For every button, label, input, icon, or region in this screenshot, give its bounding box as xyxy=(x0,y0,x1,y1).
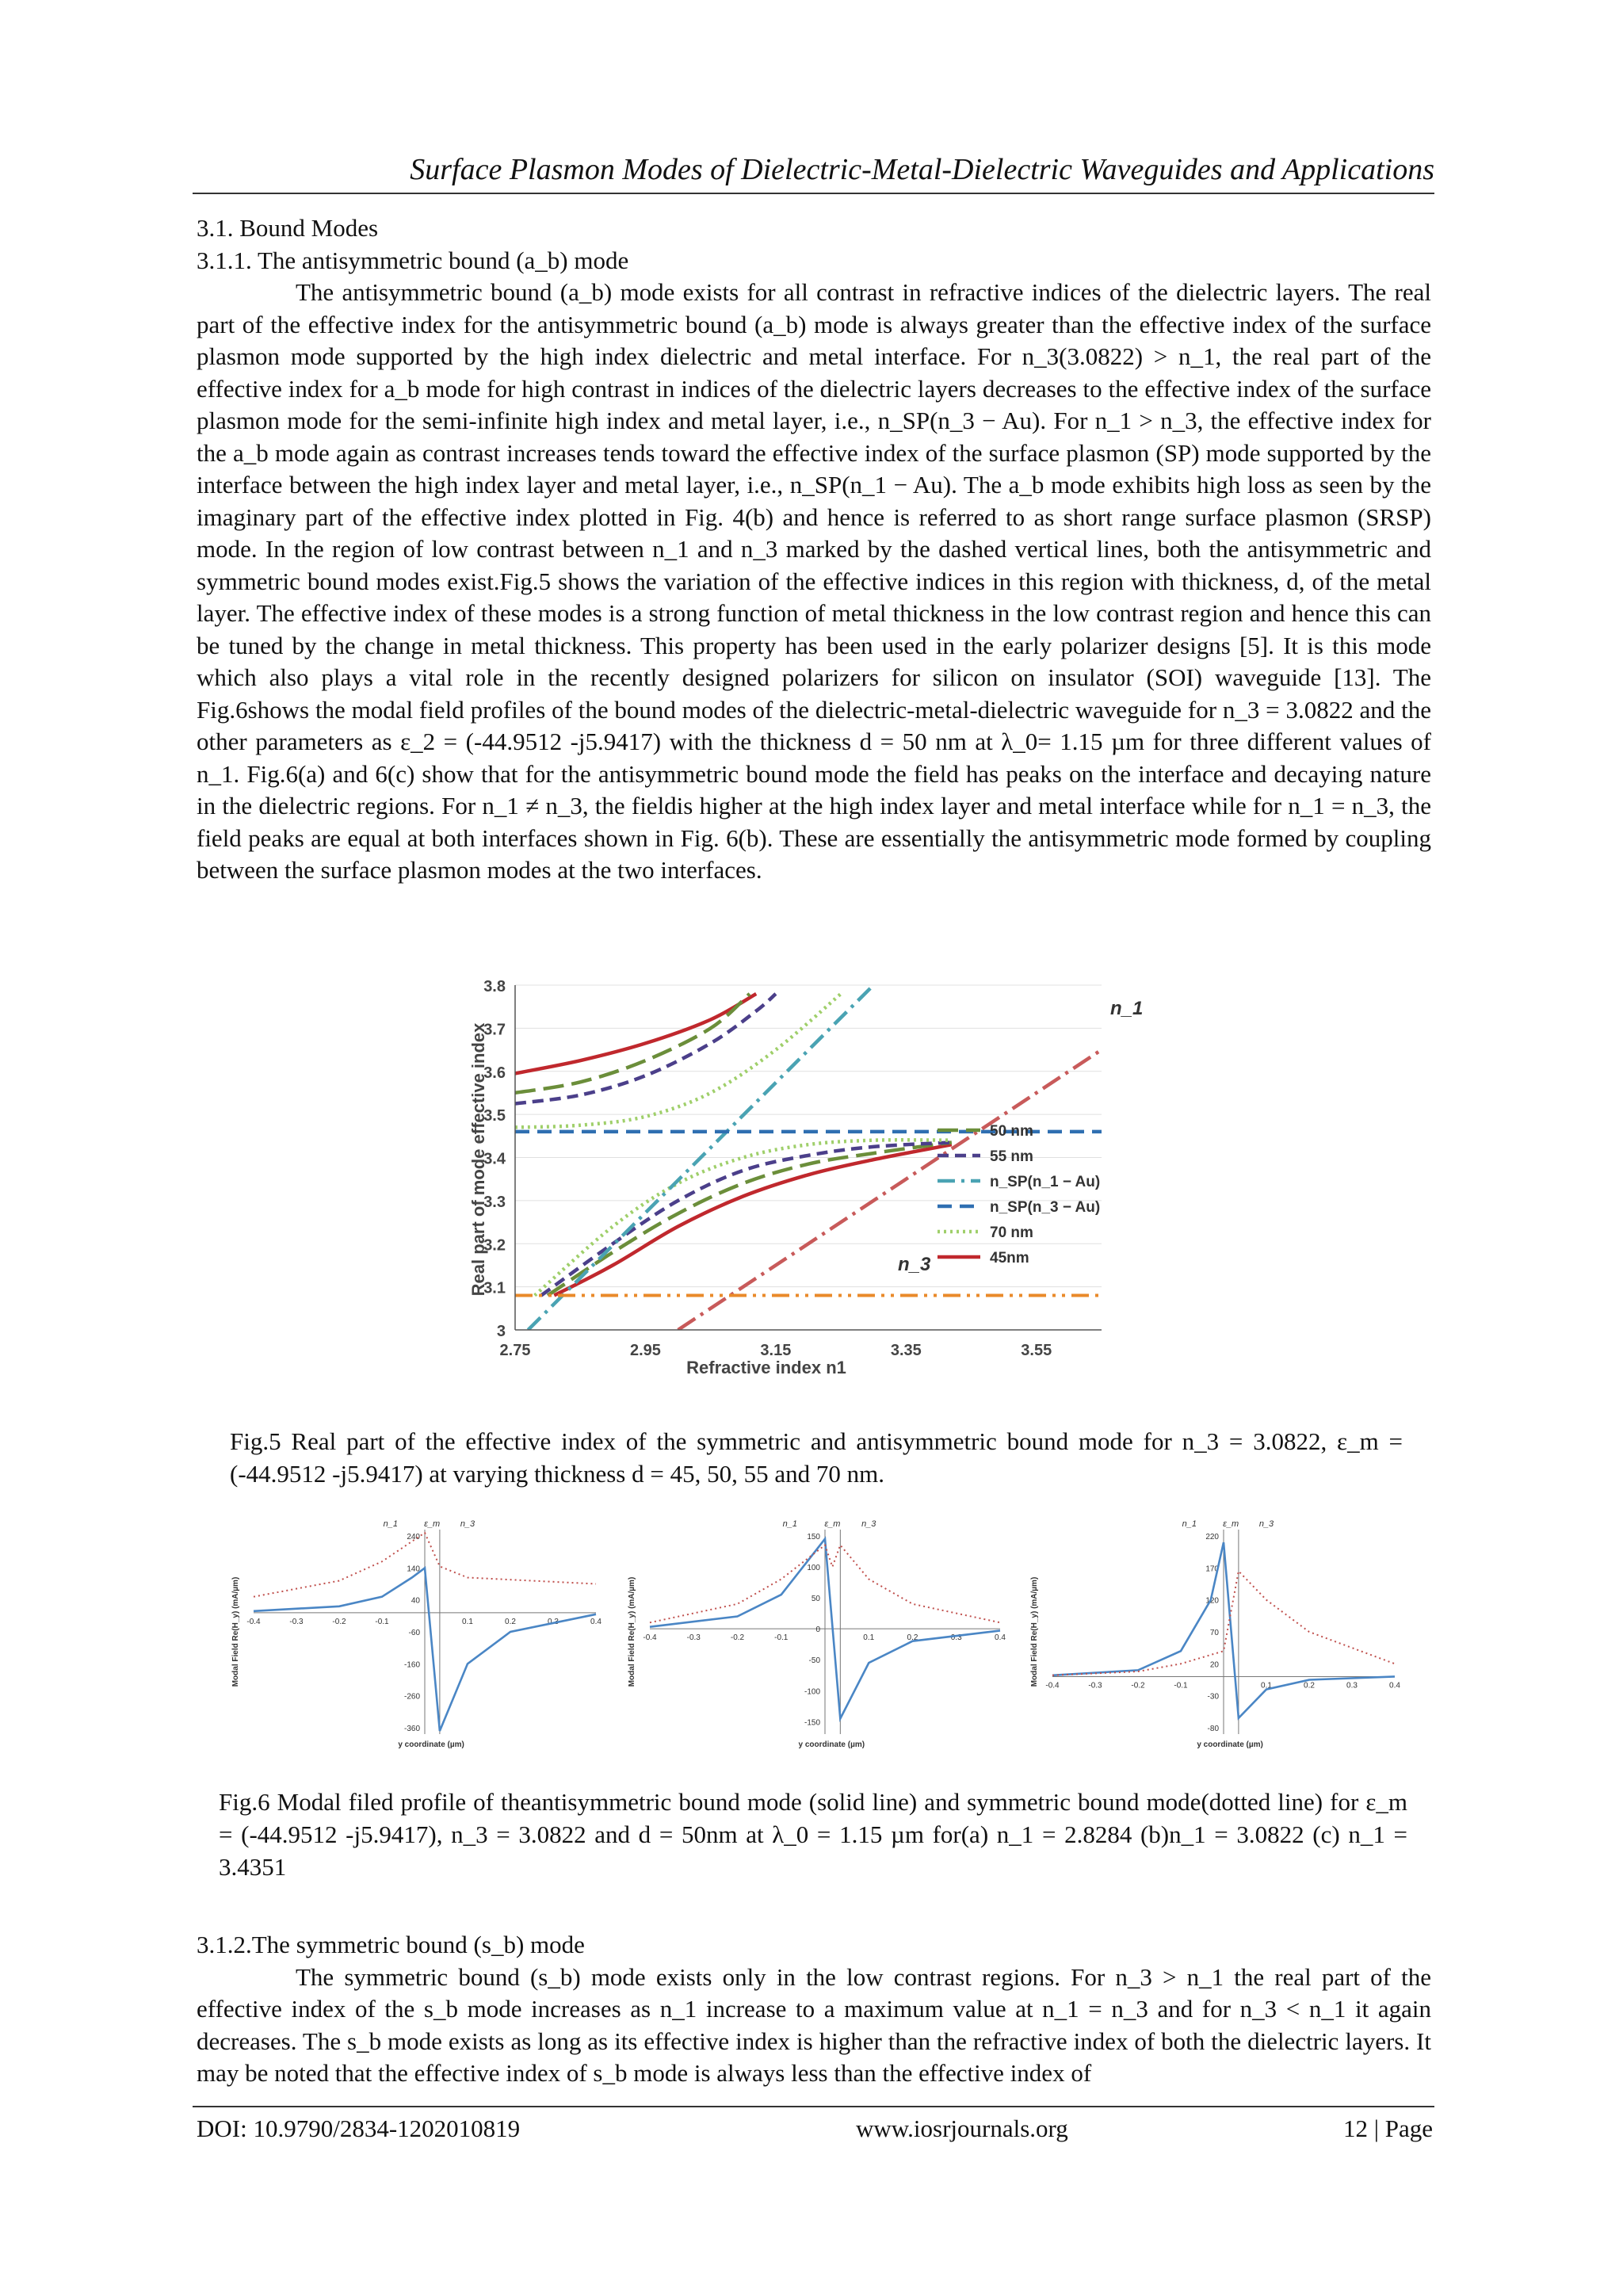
legend-label: n_SP(n_3 − Au) xyxy=(990,1199,1101,1216)
y-tick-label: 220 xyxy=(1205,1533,1219,1542)
region-label: n_3 xyxy=(460,1519,475,1529)
x-tick-label: -0.3 xyxy=(686,1633,701,1643)
x-tick-label: -0.2 xyxy=(1131,1681,1145,1690)
x-tick-label: 0.3 xyxy=(1346,1681,1358,1690)
footer-doi: DOI: 10.9790/2834-1202010819 xyxy=(197,2115,521,2142)
x-tick-label: 2.75 xyxy=(499,1342,531,1359)
n3-line-label: n_3 xyxy=(898,1254,931,1275)
legend-label: 45nm xyxy=(990,1250,1029,1266)
y-tick-label: -60 xyxy=(408,1629,420,1637)
x-tick-label: -0.1 xyxy=(774,1633,789,1643)
y-tick-label: 3.2 xyxy=(483,1236,506,1255)
y-tick-label: -50 xyxy=(808,1656,820,1666)
header-rule xyxy=(193,193,1434,194)
y-tick-label: 70 xyxy=(1209,1629,1219,1637)
y-tick-label: 50 xyxy=(811,1595,820,1603)
legend-label: 55 nm xyxy=(990,1148,1033,1165)
y-tick-label: 3.3 xyxy=(483,1193,506,1211)
legend-label: 70 nm xyxy=(990,1224,1033,1241)
y-tick-label: 3.8 xyxy=(483,978,506,995)
series-upper-70-nm xyxy=(515,994,841,1128)
x-tick-label: -0.1 xyxy=(375,1617,389,1626)
x-tick-label: -0.3 xyxy=(1088,1681,1102,1690)
region-label: n_1 xyxy=(383,1519,398,1529)
y-tick-label: 240 xyxy=(407,1533,420,1542)
y-tick-label: -80 xyxy=(1207,1724,1219,1733)
x-axis-label: Refractive index n1 xyxy=(686,1358,846,1377)
x-tick-label: 3.15 xyxy=(760,1342,792,1359)
footer-website: www.iosrjournals.org xyxy=(856,2115,1068,2142)
footer-page-number: 12 | Page xyxy=(1343,2115,1433,2142)
y-axis-label: Modal Field Re(H_y) (mA/µm) xyxy=(231,1576,240,1687)
x-tick-label: 0.3 xyxy=(548,1617,559,1626)
figure-6-panel-a xyxy=(231,1519,601,1749)
x-tick-label: 0.1 xyxy=(1261,1681,1272,1690)
y-axis-label: Modal Field Re(H_y) (mA/µm) xyxy=(1030,1576,1039,1687)
x-tick-label: 0.4 xyxy=(1389,1681,1400,1690)
x-axis-label: y coordinate (µm) xyxy=(798,1740,865,1749)
x-tick-label: 0.2 xyxy=(1304,1681,1315,1690)
y-tick-label: 170 xyxy=(1205,1564,1219,1574)
y-tick-label: 0 xyxy=(815,1626,820,1635)
y-tick-label: 3.5 xyxy=(483,1107,506,1125)
x-tick-label: -0.1 xyxy=(1174,1681,1188,1690)
x-tick-label: 0.2 xyxy=(505,1617,516,1626)
y-tick-label: 3.4 xyxy=(483,1150,506,1168)
y-tick-label: 3.6 xyxy=(483,1064,506,1082)
y-tick-label: 100 xyxy=(807,1563,820,1572)
figure-6-panel-c xyxy=(1030,1519,1400,1749)
figure-6-panels xyxy=(230,1512,1403,1750)
region-label: ε_m xyxy=(1223,1519,1239,1529)
x-tick-label: -0.2 xyxy=(332,1617,346,1626)
figure-5-chart xyxy=(456,973,1169,1385)
x-tick-label: 0.4 xyxy=(995,1633,1006,1643)
x-axis-label: y coordinate (µm) xyxy=(1197,1740,1263,1749)
x-tick-label: 0.1 xyxy=(863,1633,875,1643)
region-label: n_3 xyxy=(1258,1519,1274,1529)
y-tick-label: 20 xyxy=(1209,1660,1219,1670)
x-tick-label: 0.4 xyxy=(590,1617,601,1626)
region-label: n_1 xyxy=(782,1519,797,1529)
x-tick-label: 0.2 xyxy=(907,1633,918,1643)
paragraph-antisymmetric-mode: The antisymmetric bound (a_b) mode exists for all contrast in refractive indices of the dielectric layers. The real part of the effective index for the antisymmetric bound (a_b) mode is always greater than the effective index of the surface plasmon mode supported by the high index dielectric and metal interface. For n_3(3.0822) > n_1, the real part of the effective index for a_b mode for high contrast in indices of the dielectric layers decreases to the effective index of the surface plasmon mode for the semi-infinite high index and metal layer, i.e., n_SP(n_3 − Au). For n_1 > n_3, the effective index for the a_b mode again as contrast increases tends toward the effective index of the surface plasmon (SP) mode supported by the interface between the high index layer and metal layer, i.e., n_SP(n_1 − Au). The a_b mode exhibits high loss as seen by the imaginary part of the effective index plotted in Fig. 4(b) and hence is referred to as short range surface plasmon (SRSP) mode. In the region of low contrast between n_1 and n_3 marked by the dashed vertical lines, both the antisymmetric and symmetric bound modes exist.Fig.5 shows the variation of the effective indices in this region with thickness, d, of the metal layer. The effective index of these modes is a strong function of metal thickness in the low contrast region and hence this can be tuned by the change in metal thickness. This property has been used in the early polarizer designs [5]. It is this mode which also plays a vital role in the recently designed polarizers for silicon on insulator (SOI) waveguide [13]. The Fig.6shows the modal field profiles of the bound modes of the dielectric-metal-dielectric waveguide for n_3 = 3.0822 and the other parameters as ε_2 = (-44.9512 -j5.9417) with the thickness d = 50 nm at λ_0= 1.15 µm for three different values of n_1. Fig.6(a) and 6(c) show that for the antisymmetric bound mode the field has peaks on the interface and decaying nature in the dielectric regions. For n_1 ≠ n_3, the fieldis higher at the high index layer and metal interface while for n_1 = n_3, the field peaks are equal at both interfaces shown in Fig. 6(b). These are essentially the antisymmetric mode formed by coupling between the surface plasmon modes at the two interfaces. xyxy=(197,278,1431,884)
y-tick-label: -260 xyxy=(403,1692,420,1702)
section-3-1 xyxy=(197,212,1431,887)
x-tick-label: 3.35 xyxy=(890,1342,922,1359)
section-heading: 3.1. Bound Modes xyxy=(197,214,379,242)
y-tick-label: 40 xyxy=(411,1596,420,1606)
chart-legend xyxy=(938,1123,1100,1266)
subsection-heading: 3.1.1. The antisymmetric bound (a_b) mode xyxy=(197,246,629,274)
y-tick-label: 120 xyxy=(1205,1596,1219,1606)
figure-6-caption: Fig.6 Modal filed profile of theantisymmetric bound mode (solid line) and symmetric bound mode(dotted line) for ε_m = (-44.9512 -j5.9417), n_3 = 3.0822 and d = 50nm at λ_0 = 1.15 µm for(a) n_1 = 2.8284 (b)n_1 = 3.0822 (c) n_1 = 3.4351 xyxy=(219,1788,1407,1881)
y-tick-label: -100 xyxy=(804,1687,820,1697)
y-tick-label: 140 xyxy=(407,1564,420,1574)
x-tick-label: 3.55 xyxy=(1021,1342,1052,1359)
region-label: ε_m xyxy=(824,1519,841,1529)
x-tick-label: 0.1 xyxy=(462,1617,473,1626)
x-tick-label: -0.4 xyxy=(246,1617,261,1626)
region-label: n_3 xyxy=(861,1519,876,1529)
x-tick-label: -0.3 xyxy=(289,1617,304,1626)
section-3-1-2 xyxy=(197,1929,1431,2090)
x-tick-label: -0.2 xyxy=(730,1633,745,1643)
paragraph-symmetric-mode: The symmetric bound (s_b) mode exists only in the low contrast regions. For n_3 > n_1 the real part of the effective index of the s_b mode increases as n_1 increase to a maximum value at n_1 = n_3 and for n_3 < n_1 it again decreases. The s_b mode exists as long as its effective index is higher than the refractive index of both the dielectric layers. It may be noted that the effective index of s_b mode is always less than the effective index of xyxy=(197,1962,1431,2087)
y-tick-label: -150 xyxy=(804,1718,820,1728)
legend-label: 50 nm xyxy=(990,1123,1033,1140)
region-label: ε_m xyxy=(424,1519,441,1529)
footer-rule xyxy=(193,2106,1434,2107)
figure-5-caption: Fig.5 Real part of the effective index of the symmetric and antisymmetric bound mode for n_3 = 3.0822, ε_m = (-44.9512 -j5.9417) at varying thickness d = 45, 50, 55 and 70 nm. xyxy=(230,1427,1403,1488)
x-tick-label: 0.3 xyxy=(950,1633,962,1643)
legend-label: n_SP(n_1 − Au) xyxy=(990,1174,1101,1190)
region-label: n_1 xyxy=(1182,1519,1197,1529)
y-tick-label: -30 xyxy=(1207,1692,1219,1702)
y-tick-label: 3.7 xyxy=(483,1021,506,1039)
series-upper-45nm xyxy=(515,994,756,1074)
y-tick-label: -360 xyxy=(403,1724,420,1733)
y-axis-label: Modal Field Re(H_y) (mA/µm) xyxy=(628,1576,636,1687)
series-upper-50-nm xyxy=(515,994,750,1093)
x-tick-label: -0.4 xyxy=(643,1633,657,1643)
y-axis-label: Real part of mode effective index xyxy=(468,1022,488,1297)
x-axis-label: y coordinate (µm) xyxy=(398,1740,464,1749)
n1-line-label: n_1 xyxy=(1110,998,1144,1019)
figure-6-panel-b xyxy=(628,1519,1006,1749)
subsection-heading-2: 3.1.2.The symmetric bound (s_b) mode xyxy=(197,1931,585,1958)
y-tick-label: 150 xyxy=(807,1532,820,1541)
y-tick-label: 3 xyxy=(496,1323,506,1340)
series-lower-50-nm xyxy=(548,1143,952,1296)
x-tick-label: 2.95 xyxy=(629,1342,661,1359)
running-header: Surface Plasmon Modes of Dielectric-Metal-Dielectric Waveguides and Applications xyxy=(410,153,1434,186)
y-tick-label: 3.1 xyxy=(483,1279,506,1297)
x-tick-label: -0.4 xyxy=(1045,1681,1060,1690)
y-tick-label: -160 xyxy=(403,1660,420,1670)
